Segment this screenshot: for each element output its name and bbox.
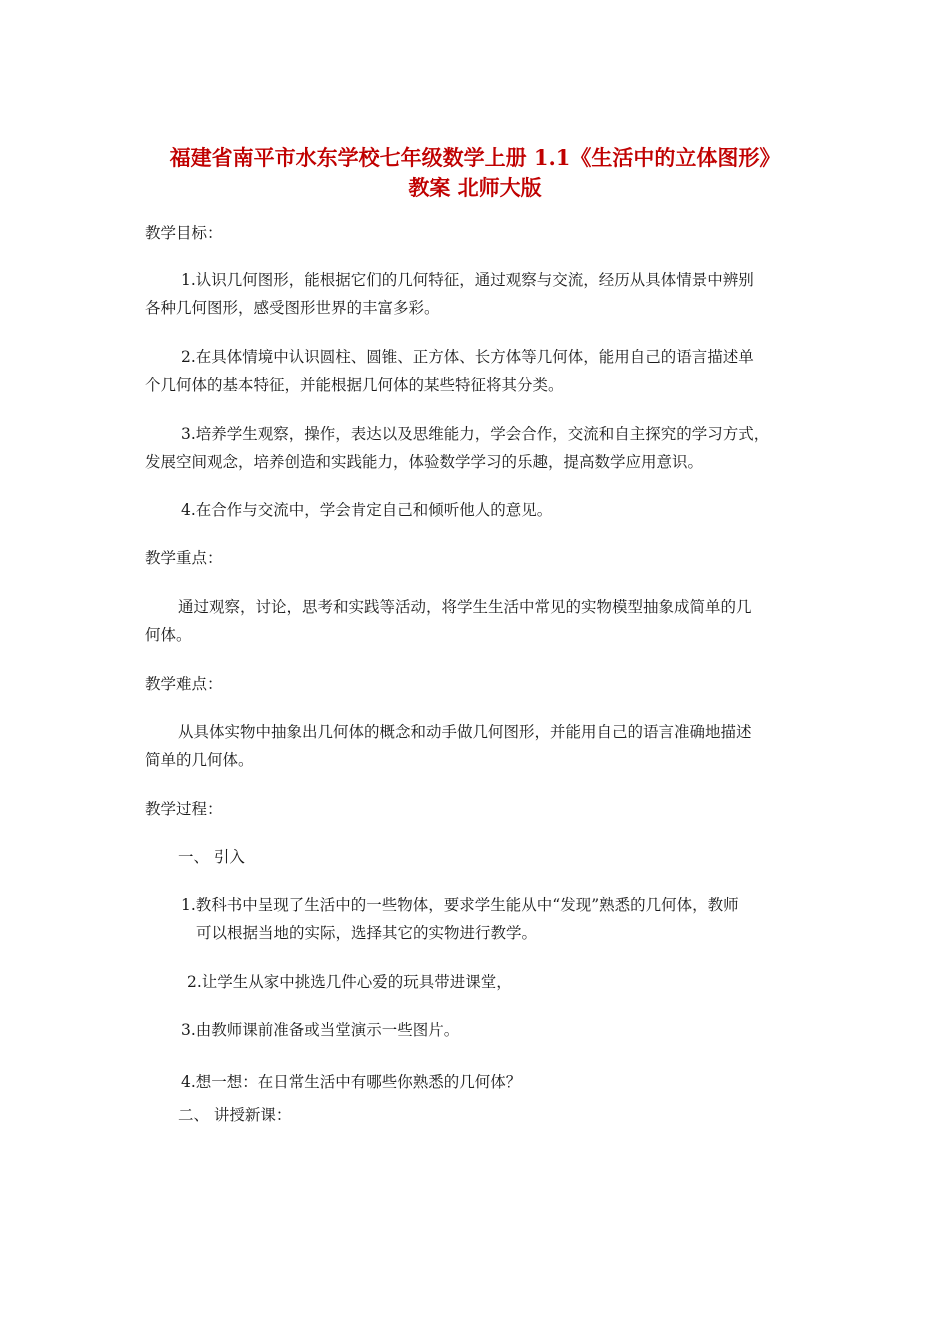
process-heading: 教学过程： bbox=[145, 800, 223, 818]
section-1-item-4: 4.想一想：在日常生活中有哪些你熟悉的几何体？ bbox=[181, 1073, 522, 1091]
objective-1-line-2: 各种几何图形，感受图形世界的丰富多彩。 bbox=[145, 299, 440, 317]
objective-1-line-1: 1.认识几何图形，能根据它们的几何特征，通过观察与交流，经历从具体情景中辨别 bbox=[181, 271, 754, 289]
section-1-heading: 一、 引入 bbox=[178, 848, 245, 866]
objectives-heading: 教学目标： bbox=[145, 224, 223, 242]
difficulties-line-2: 简单的几何体。 bbox=[145, 751, 254, 769]
key-points-heading: 教学重点： bbox=[145, 549, 223, 567]
objective-3-line-1: 3.培养学生观察，操作，表达以及思维能力，学会合作，交流和自主探究的学习方式， bbox=[181, 425, 770, 443]
section-1-item-2: 2.让学生从家中挑选几件心爱的玩具带进课堂， bbox=[187, 973, 512, 991]
document-title-line-2: 教案 北师大版 bbox=[408, 175, 542, 200]
section-2-heading: 二、 讲授新课： bbox=[178, 1106, 292, 1124]
key-points-line-2: 何体。 bbox=[145, 626, 192, 644]
objective-4: 4.在合作与交流中，学会肯定自己和倾听他人的意见。 bbox=[181, 501, 553, 519]
section-1-item-1-line-1: 1.教科书中呈现了生活中的一些物体，要求学生能从中“发现”熟悉的几何体，教师 bbox=[181, 896, 739, 914]
section-1-item-3: 3.由教师课前准备或当堂演示一些图片。 bbox=[181, 1021, 460, 1039]
objective-3-line-2: 发展空间观念，培养创造和实践能力，体验数学学习的乐趣，提高数学应用意识。 bbox=[145, 453, 704, 471]
difficulties-heading: 教学难点： bbox=[145, 675, 223, 693]
difficulties-line-1: 从具体实物中抽象出几何体的概念和动手做几何图形，并能用自己的语言准确地描述 bbox=[178, 723, 752, 741]
objective-2-line-2: 个几何体的基本特征，并能根据几何体的某些特征将其分类。 bbox=[145, 376, 564, 394]
objective-2-line-1: 2.在具体情境中认识圆柱、圆锥、正方体、长方体等几何体，能用自己的语言描述单 bbox=[181, 348, 754, 366]
document-title-line-1: 福建省南平市水东学校七年级数学上册 1.1《生活中的立体图形》 bbox=[169, 145, 781, 170]
key-points-line-1: 通过观察，讨论，思考和实践等活动，将学生生活中常见的实物模型抽象成简单的几 bbox=[178, 598, 752, 616]
section-1-item-1-line-2: 可以根据当地的实际，选择其它的实物进行教学。 bbox=[196, 924, 538, 942]
